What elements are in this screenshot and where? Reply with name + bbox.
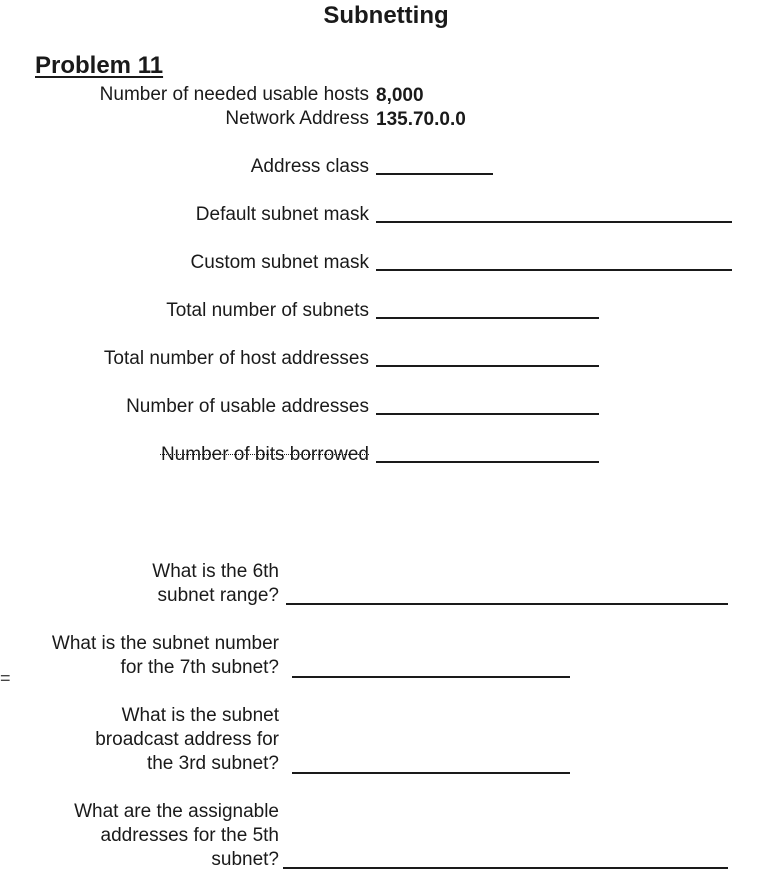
question-line: subnet? <box>211 849 279 870</box>
question-7th-subnet-number <box>52 632 279 680</box>
custom-subnet-mask-blank[interactable] <box>376 269 732 271</box>
question-line: broadcast address for <box>95 729 279 750</box>
6th-subnet-range-blank[interactable] <box>286 603 728 605</box>
total-host-addresses-blank[interactable] <box>376 365 599 367</box>
network-address-value: 135.70.0.0 <box>376 109 466 130</box>
hosts-value: 8,000 <box>376 85 424 106</box>
7th-subnet-number-blank[interactable] <box>292 676 570 678</box>
network-address-label: Network Address <box>225 108 369 129</box>
question-line: What are the assignable <box>74 801 279 822</box>
question-line: the 3rd subnet? <box>146 753 279 774</box>
question-line: subnet range? <box>157 585 279 606</box>
3rd-subnet-broadcast-blank[interactable] <box>292 772 570 774</box>
question-line: What is the subnet number <box>51 633 279 654</box>
question-6th-subnet-range <box>152 560 279 608</box>
usable-addresses-label: Number of usable addresses <box>126 396 369 417</box>
question-line: What is the subnet <box>121 705 279 726</box>
default-subnet-mask-label: Default subnet mask <box>195 204 369 225</box>
total-subnets-blank[interactable] <box>376 317 599 319</box>
question-3rd-subnet-broadcast <box>95 704 279 776</box>
page-title: Subnetting <box>323 2 449 29</box>
question-line: for the 7th subnet? <box>120 657 279 678</box>
custom-subnet-mask-label: Custom subnet mask <box>190 252 369 273</box>
question-line: What is the 6th <box>152 561 279 582</box>
5th-subnet-assignable-blank[interactable] <box>283 867 728 869</box>
question-5th-subnet-assignable <box>74 800 279 872</box>
margin-mark: = <box>0 668 11 688</box>
total-subnets-label: Total number of subnets <box>166 300 369 321</box>
question-line: addresses for the 5th <box>100 825 279 846</box>
address-class-label: Address class <box>250 156 369 177</box>
address-class-blank[interactable] <box>376 173 493 175</box>
problem-heading: Problem 11 <box>35 52 164 79</box>
bits-borrowed-label: Number of bits borrowed <box>160 444 369 465</box>
default-subnet-mask-blank[interactable] <box>376 221 732 223</box>
bits-borrowed-blank[interactable] <box>376 461 599 463</box>
hosts-label: Number of needed usable hosts <box>99 84 369 105</box>
usable-addresses-blank[interactable] <box>376 413 599 415</box>
total-host-addresses-label: Total number of host addresses <box>103 348 369 369</box>
